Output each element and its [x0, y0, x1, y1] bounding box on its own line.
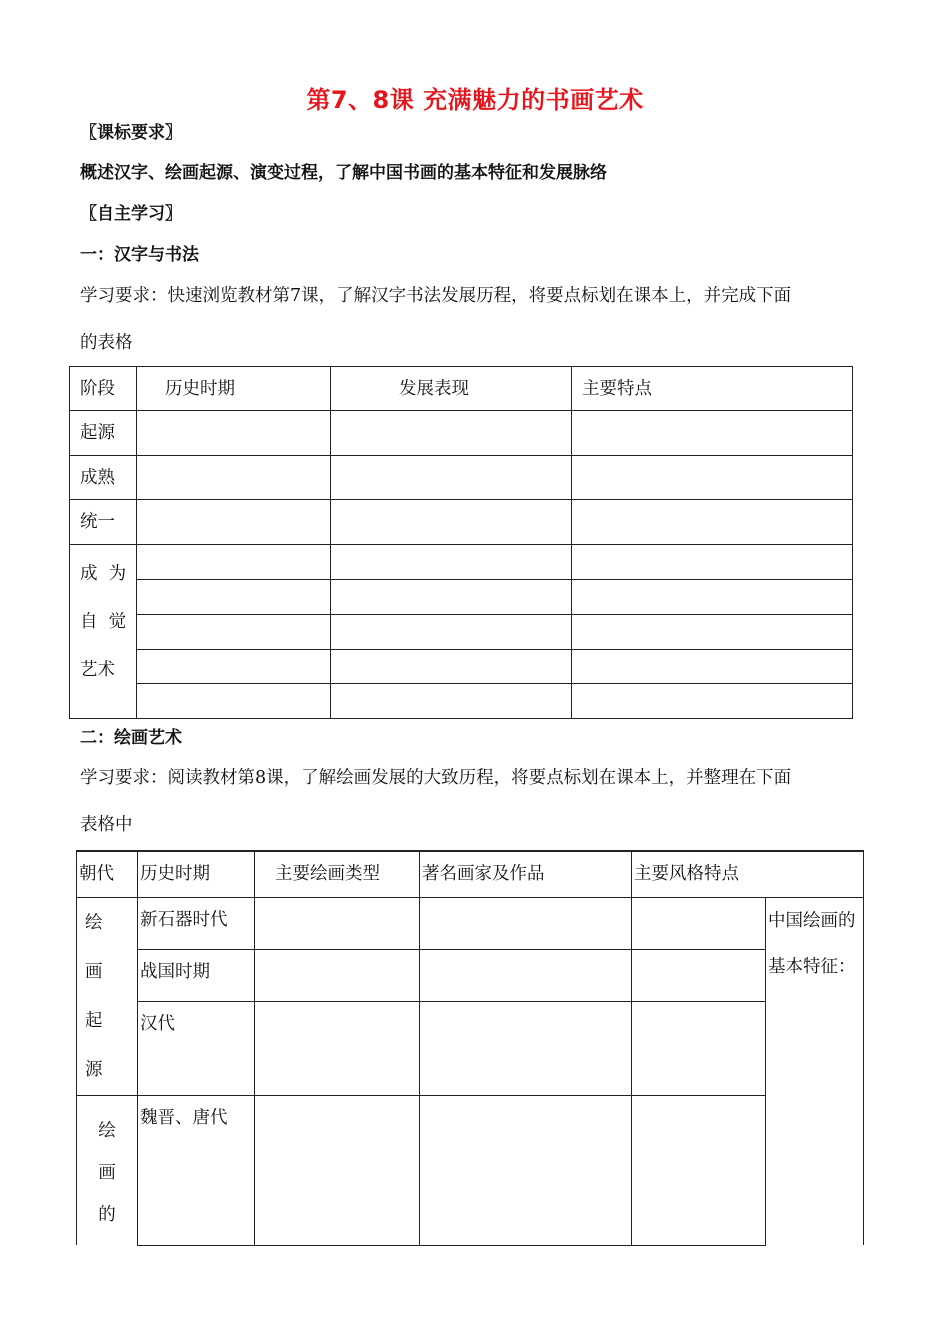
header-cell-period: 历史时期	[137, 367, 331, 411]
input-cell[interactable]	[331, 500, 572, 545]
input-cell[interactable]	[137, 545, 331, 580]
input-cell[interactable]	[331, 580, 572, 615]
input-cell[interactable]	[331, 456, 572, 500]
input-cell[interactable]	[331, 615, 572, 650]
feature-cell: 中国绘画的 基本特征：	[766, 897, 864, 1245]
self-study-heading: 〖自主学习〗	[80, 204, 182, 224]
input-cell[interactable]	[331, 650, 572, 684]
input-cell[interactable]	[137, 456, 331, 500]
curriculum-heading: 〖课标要求〗	[80, 123, 182, 143]
input-cell[interactable]	[572, 500, 853, 545]
section1-requirement-line1: 学习要求：快速浏览教材第7课，了解汉字书法发展历程，将要点标划在课本上，并完成下面	[80, 286, 792, 306]
input-cell[interactable]	[572, 545, 853, 580]
section2-requirement-line2: 表格中	[80, 815, 133, 835]
input-cell[interactable]	[632, 1095, 766, 1245]
section2-heading: 二：绘画艺术	[80, 728, 182, 748]
input-cell[interactable]	[137, 615, 331, 650]
input-cell[interactable]	[420, 949, 632, 1001]
input-cell[interactable]	[632, 897, 766, 949]
stage-cell-unified: 统一	[70, 500, 137, 545]
header-cell-dynasty: 朝代	[77, 851, 138, 897]
input-cell[interactable]	[331, 411, 572, 456]
input-cell[interactable]	[137, 500, 331, 545]
input-cell[interactable]	[420, 1002, 632, 1095]
period-cell-han: 汉代	[138, 1002, 255, 1095]
header-cell-development: 发展表现	[331, 367, 572, 411]
header-cell-painting-type: 主要绘画类型	[255, 851, 420, 897]
input-cell[interactable]	[137, 650, 331, 684]
page-title: 第7、8课 充满魅力的书画艺术	[306, 86, 644, 114]
stage-cell-conscious-art: 成 为 自 觉 艺术	[70, 545, 137, 719]
input-cell[interactable]	[255, 949, 420, 1001]
input-cell[interactable]	[420, 1095, 632, 1245]
stage-cell-mature: 成熟	[70, 456, 137, 500]
input-cell[interactable]	[572, 411, 853, 456]
period-cell-warring-states: 战国时期	[138, 949, 255, 1001]
input-cell[interactable]	[331, 684, 572, 719]
input-cell[interactable]	[420, 897, 632, 949]
header-cell-features: 主要特点	[572, 367, 853, 411]
input-cell[interactable]	[255, 897, 420, 949]
section1-requirement-line2: 的表格	[80, 333, 133, 353]
period-cell-neolithic: 新石器时代	[138, 897, 255, 949]
stage-cell-origin: 起源	[70, 411, 137, 456]
input-cell[interactable]	[572, 456, 853, 500]
input-cell[interactable]	[137, 684, 331, 719]
header-cell-style-features: 主要风格特点	[632, 851, 864, 897]
header-cell-stage: 阶段	[70, 367, 137, 411]
calligraphy-table	[69, 366, 853, 719]
input-cell[interactable]	[572, 580, 853, 615]
input-cell[interactable]	[137, 411, 331, 456]
input-cell[interactable]	[572, 684, 853, 719]
input-cell[interactable]	[137, 580, 331, 615]
dynasty-cell-origin: 绘 画 起 源	[77, 897, 138, 1095]
input-cell[interactable]	[572, 615, 853, 650]
input-cell[interactable]	[632, 949, 766, 1001]
header-cell-painters-works: 著名画家及作品	[420, 851, 632, 897]
header-cell-period: 历史时期	[138, 851, 255, 897]
curriculum-text: 概述汉字、绘画起源、演变过程，了解中国书画的基本特征和发展脉络	[80, 163, 607, 183]
input-cell[interactable]	[632, 1002, 766, 1095]
input-cell[interactable]	[255, 1002, 420, 1095]
input-cell[interactable]	[331, 545, 572, 580]
input-cell[interactable]	[572, 650, 853, 684]
dynasty-cell-development: 绘 画 的	[77, 1095, 138, 1245]
period-cell-wei-jin-tang: 魏晋、唐代	[138, 1095, 255, 1245]
painting-table	[76, 850, 864, 1246]
section2-requirement-line1: 学习要求：阅读教材第8课，了解绘画发展的大致历程，将要点标划在课本上，并整理在下面	[80, 768, 792, 788]
input-cell[interactable]	[255, 1095, 420, 1245]
section1-heading: 一：汉字与书法	[80, 245, 199, 265]
